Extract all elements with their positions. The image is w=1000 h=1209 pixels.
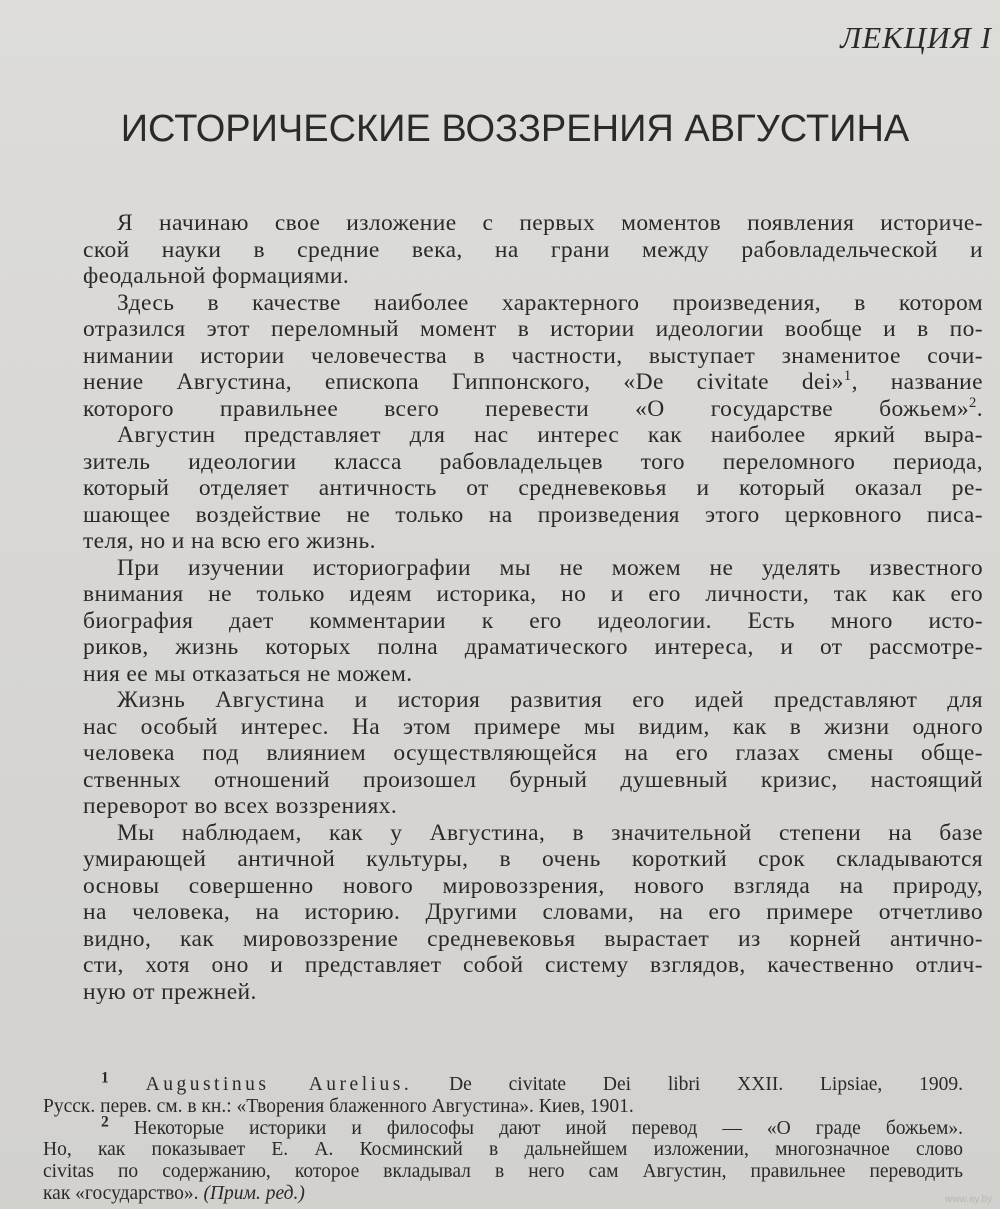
text-line: феодальной формациями.: [83, 263, 350, 289]
text-line: переворот во всех воззрениях.: [83, 793, 398, 819]
paragraph: [83, 820, 983, 1006]
text-line: умирающей античной культуры, в очень короткий срок складываются: [83, 846, 983, 872]
editor-note: (Прим. ред.): [203, 1182, 305, 1204]
text-line: Мы наблюдаем, как у Августина, в значительной степени на базе: [117, 819, 983, 846]
footnote-2-line: [43, 1183, 963, 1205]
text-line: нимании истории человечества в частности, выступает знаменитое сочи-: [83, 342, 983, 369]
text-line: который отделяет античность от средневековья и который оказал ре-: [83, 475, 983, 501]
footnote-ref-1: 1: [843, 368, 852, 385]
text-line: Жизнь Августина и история развития его идей представляют для: [117, 687, 983, 713]
footnote-ref-2: 2: [969, 394, 977, 411]
text-line-with-footnote: [83, 396, 983, 423]
footnote-author: Augustinus Aurelius.: [145, 1074, 413, 1095]
text-segment: нение Августина, епископа Гиппонского, «De civitate dei»: [83, 369, 844, 395]
text-line: видно, как мировоззрение средневековья вырастает из корней антично-: [83, 925, 983, 952]
text-line: ственных отношений произошел бурный душевный кризис, настоящий: [83, 766, 983, 793]
footnote-1: [43, 1069, 963, 1096]
text-segment: которого правильнее всего перевести «О государстве божьем»: [83, 395, 970, 422]
paragraph: [83, 210, 983, 290]
text-line: внимания не только идеям историка, но и его личности, так как его: [83, 581, 983, 607]
watermark: www.ay.by: [944, 1194, 992, 1205]
footnote-2-line: civitas по содержанию, которое вкладывал в него сам Августин, правильнее переводить: [43, 1161, 963, 1183]
text-line: основы совершенно нового мировоззрения, нового взгляда на природу,: [83, 872, 983, 899]
paragraph: [83, 687, 983, 820]
text-line: человека под влиянием осуществляющейся на его глазах смены обще-: [83, 740, 983, 766]
text-line: ния ее мы отказаться не можем.: [83, 660, 413, 687]
footnote-text: как «государство».: [43, 1182, 204, 1204]
footnote-2-line: Но, как показывает Е. А. Косминский в дальнейшем изложении, многозначное слово: [43, 1139, 963, 1161]
paragraph: [83, 422, 983, 555]
footnotes: [43, 1069, 963, 1205]
text-line: Здесь в качестве наиболее характерного произведения, в котором: [117, 289, 983, 316]
footnote-2: [43, 1113, 963, 1140]
chapter-title: ИСТОРИЧЕСКИЕ ВОЗЗРЕНИЯ АВГУСТИНА: [120, 108, 910, 150]
text-line: сти, хотя оно и представляет собой систему взглядов, качественно отлич-: [83, 952, 983, 978]
text-line: ской науки в средние века, на грани между рабовладельческой и: [83, 236, 983, 263]
text-line: отразился этот переломный момент в истории идеологии вообще и в по-: [83, 316, 983, 342]
text-segment: .: [976, 395, 983, 422]
text-segment: , название: [851, 369, 983, 395]
text-line: теля, но и на всю его жизнь.: [83, 528, 376, 554]
footnote-1-line: Русск. перев. см. в кн.: «Творения блаженного Августина». Киев, 1901.: [43, 1095, 634, 1117]
text-line: на человека, на историю. Другими словами, на его примере отчетливо: [83, 899, 983, 925]
lecture-number-header: ЛЕКЦИЯ I: [840, 20, 992, 55]
text-line: При изучении историографии мы не можем не уделять известного: [117, 554, 983, 581]
paragraph: [83, 290, 983, 423]
text-line: Я начинаю свое изложение с первых моментов появления историче-: [117, 210, 983, 236]
footnote-marker: 2: [101, 1113, 109, 1131]
text-line: риков, жизнь которых полна драматического интереса, и от рассмотре-: [83, 634, 983, 660]
paragraph: [83, 555, 983, 688]
text-line: Августин представляет для нас интерес как наиболее яркий выра-: [117, 422, 983, 448]
text-line: ную от прежней.: [83, 978, 257, 1005]
body-text: [83, 210, 983, 1005]
text-line: биография дает комментарии к его идеологии. Есть много исто-: [83, 607, 983, 634]
text-line: шающее воздействие не только на произведения этого церковного писа-: [83, 501, 983, 528]
footnote-text: De civitate Dei libri XXII. Lipsiae, 1909.: [412, 1074, 963, 1095]
text-line: зитель идеологии класса рабовладельцев того переломного периода,: [83, 448, 983, 475]
footnote-marker: 1: [101, 1069, 109, 1087]
footnote-text: Некоторые историки и философы дают иной перевод — «О граде божьем».: [108, 1117, 963, 1139]
text-line: нас особый интерес. На этом примере мы видим, как в жизни одного: [83, 713, 983, 740]
text-line-with-footnote: [83, 369, 983, 396]
